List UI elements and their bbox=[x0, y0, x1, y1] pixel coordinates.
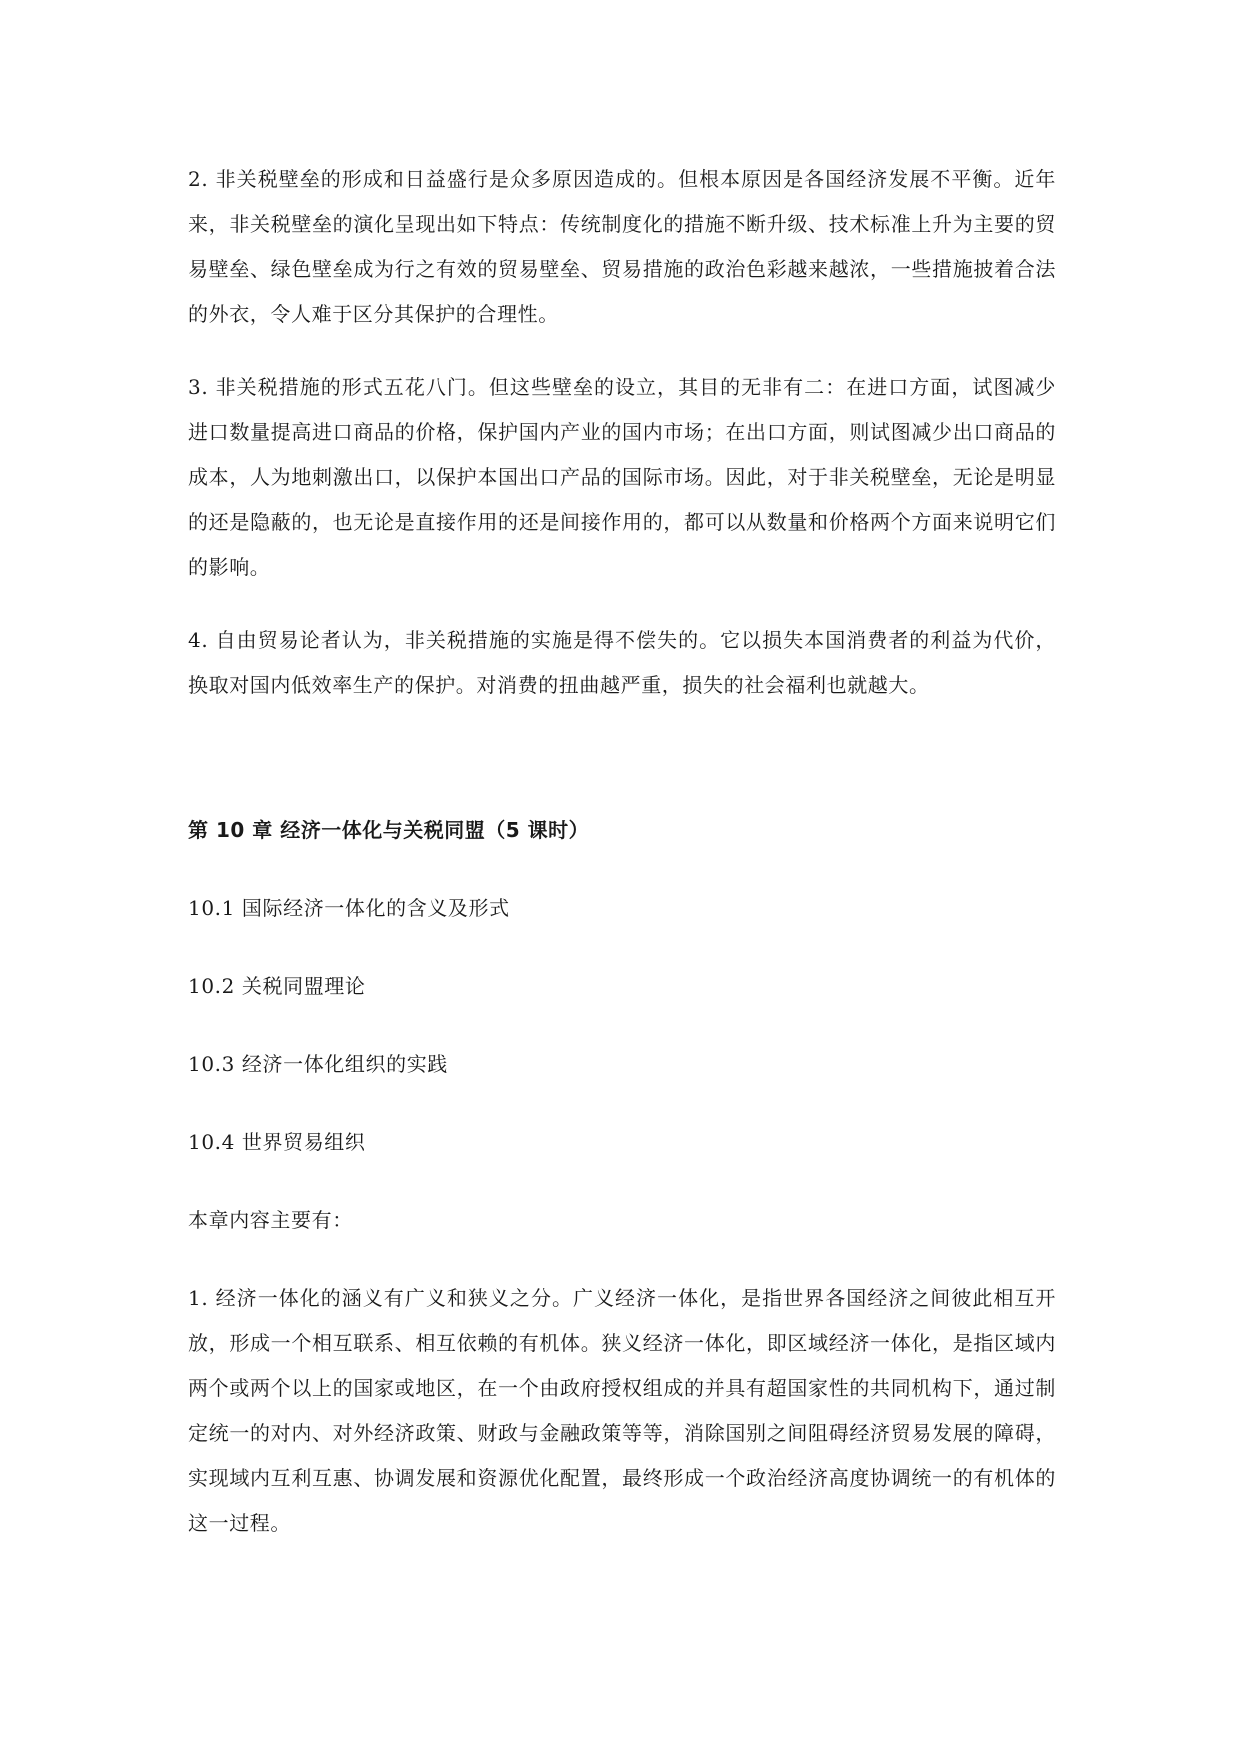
chapter-intro: 本章内容主要有： bbox=[188, 1208, 353, 1232]
point-1: 1. 经济一体化的涵义有广义和狭义之分。广义经济一体化，是指世界各国经济之间彼此相互开放，形成一个相互联系、相互依赖的有机体。狭义经济一体化，即区域经济一体化，是指区域内两个或两个以上的国家或地区，在一个由政府授权组成的并具有超国家性的共同机构下，通过制定统一的对内、对外经济政策、财政与金融政策等等，消除国别之间阻碍经济贸易发展的障碍，实现域内互利互惠、协调发展和资源优化配置，最终形成一个政治经济高度协调统一的有机体的这一过程。 bbox=[188, 1286, 1056, 1535]
paragraph-2: 2. 非关税壁垒的形成和日益盛行是众多原因造成的。但根本原因是各国经济发展不平衡。近年来，非关税壁垒的演化呈现出如下特点：传统制度化的措施不断升级、技术标准上升为主要的贸易壁垒、绿色壁垒成为行之有效的贸易壁垒、贸易措施的政治色彩越来越浓，一些措施披着合法的外衣，令人难于区分其保护的合理性。 bbox=[188, 167, 1056, 326]
section-10-4: 10.4 世界贸易组织 bbox=[188, 1130, 366, 1154]
paragraph-4: 4. 自由贸易论者认为，非关税措施的实施是得不偿失的。它以损失本国消费者的利益为代价，换取对国内低效率生产的保护。对消费的扭曲越严重，损失的社会福利也就越大。 bbox=[188, 628, 1056, 697]
section-10-1: 10.1 国际经济一体化的含义及形式 bbox=[188, 896, 510, 920]
chapter-title: 第 10 章 经济一体化与关税同盟（5 课时） bbox=[188, 818, 590, 842]
section-10-2: 10.2 关税同盟理论 bbox=[188, 974, 366, 998]
section-10-3: 10.3 经济一体化组织的实践 bbox=[188, 1052, 448, 1076]
document-page bbox=[188, 157, 1056, 1546]
paragraph-3: 3. 非关税措施的形式五花八门。但这些壁垒的设立，其目的无非有二：在进口方面，试图减少进口数量提高进口商品的价格，保护国内产业的国内市场；在出口方面，则试图减少出口商品的成本，人为地刺激出口，以保护本国出口产品的国际市场。因此，对于非关税壁垒，无论是明显的还是隐蔽的，也无论是直接作用的还是间接作用的，都可以从数量和价格两个方面来说明它们的影响。 bbox=[188, 375, 1056, 579]
